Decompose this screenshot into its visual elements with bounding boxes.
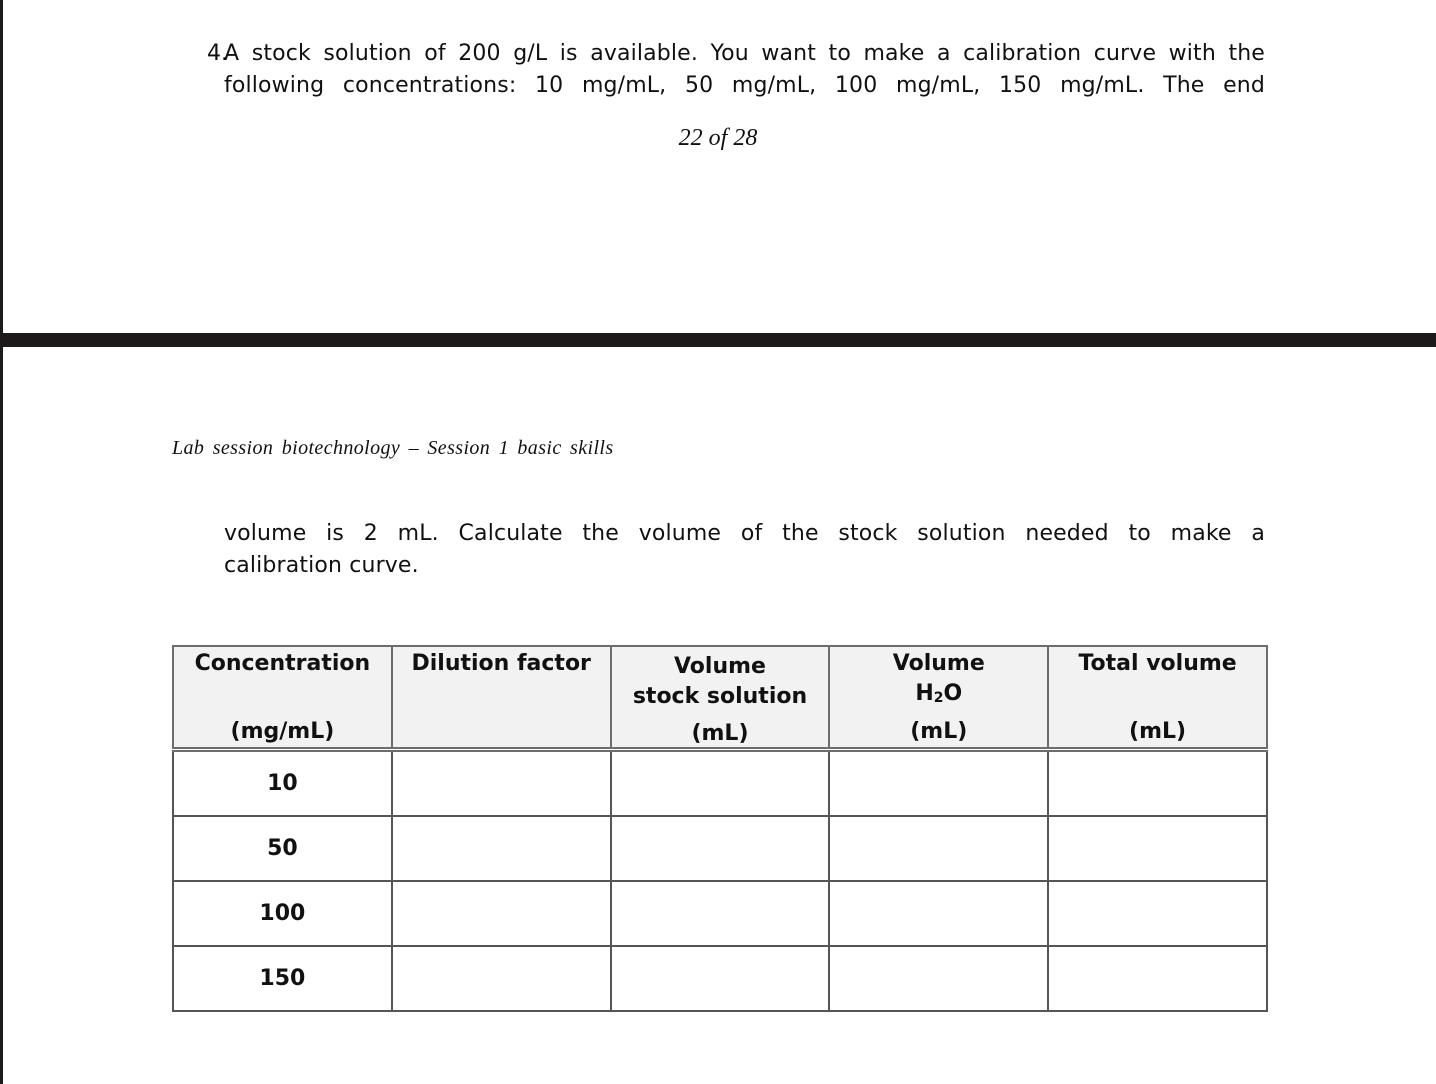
table-row	[173, 750, 1267, 817]
cell-dilution-factor[interactable]	[392, 816, 611, 881]
question-text-line-1: A stock solution of 200 g/L is available. You want to make a calibration curve with the	[224, 41, 1265, 66]
cell-dilution-factor[interactable]	[392, 881, 611, 946]
question-number: 4.	[207, 41, 228, 66]
header-total-volume-title: Total volume	[1078, 651, 1237, 676]
cell-dilution-factor[interactable]	[392, 750, 611, 817]
cell-total-volume[interactable]	[1048, 881, 1267, 946]
question-text-line-3: volume is 2 mL. Calculate the volume of the stock solution needed to make a	[224, 521, 1265, 546]
calibration-table	[172, 645, 1268, 1012]
h2o-o: O	[943, 681, 963, 706]
page-left-edge	[0, 0, 3, 1084]
table-row	[173, 816, 1267, 881]
cell-concentration: 100	[173, 881, 392, 946]
running-header: Lab session biotechnology – Session 1 basic skills	[172, 437, 614, 459]
cell-total-volume[interactable]	[1048, 816, 1267, 881]
header-concentration-title: Concentration	[194, 651, 371, 676]
cell-volume-h2o[interactable]	[829, 750, 1048, 817]
cell-volume-stock[interactable]	[611, 750, 830, 817]
page-separator	[0, 333, 1436, 347]
header-total-volume	[1048, 646, 1267, 750]
cell-concentration: 50	[173, 816, 392, 881]
header-dilution-factor	[392, 646, 611, 750]
cell-concentration: 150	[173, 946, 392, 1011]
cell-dilution-factor[interactable]	[392, 946, 611, 1011]
header-volume-stock	[611, 646, 830, 750]
cell-volume-stock[interactable]	[611, 881, 830, 946]
cell-volume-h2o[interactable]	[829, 946, 1048, 1011]
header-volume-stock-unit: (mL)	[691, 721, 749, 746]
header-concentration-unit: (mg/mL)	[230, 719, 335, 744]
cell-total-volume[interactable]	[1048, 750, 1267, 817]
header-dilution-factor-title: Dilution factor	[411, 651, 591, 676]
cell-volume-h2o[interactable]	[829, 881, 1048, 946]
header-volume-h2o-title	[830, 649, 1047, 709]
table-row	[173, 881, 1267, 946]
header-volume-stock-line2: stock solution	[632, 684, 808, 709]
cell-volume-stock[interactable]	[611, 816, 830, 881]
table-header-row	[173, 646, 1267, 750]
cell-volume-h2o[interactable]	[829, 816, 1048, 881]
header-volume-h2o-unit: (mL)	[910, 719, 968, 744]
header-volume-stock-title	[612, 652, 829, 712]
table-row	[173, 946, 1267, 1011]
header-concentration	[173, 646, 392, 750]
header-volume-stock-line1: Volume	[673, 654, 766, 679]
h2o-subscript: 2	[933, 690, 944, 706]
cell-concentration: 10	[173, 750, 392, 817]
header-volume-h2o	[829, 646, 1048, 750]
page-number: 22 of 28	[678, 125, 758, 151]
h2o-h: H	[915, 681, 934, 706]
header-volume-h2o-line1: Volume	[892, 651, 985, 676]
cell-total-volume[interactable]	[1048, 946, 1267, 1011]
header-total-volume-unit: (mL)	[1129, 719, 1187, 744]
question-text-line-4: calibration curve.	[224, 553, 419, 578]
question-text-line-2: following concentrations: 10 mg/mL, 50 mg/mL, 100 mg/mL, 150 mg/mL. The end	[224, 73, 1265, 98]
cell-volume-stock[interactable]	[611, 946, 830, 1011]
